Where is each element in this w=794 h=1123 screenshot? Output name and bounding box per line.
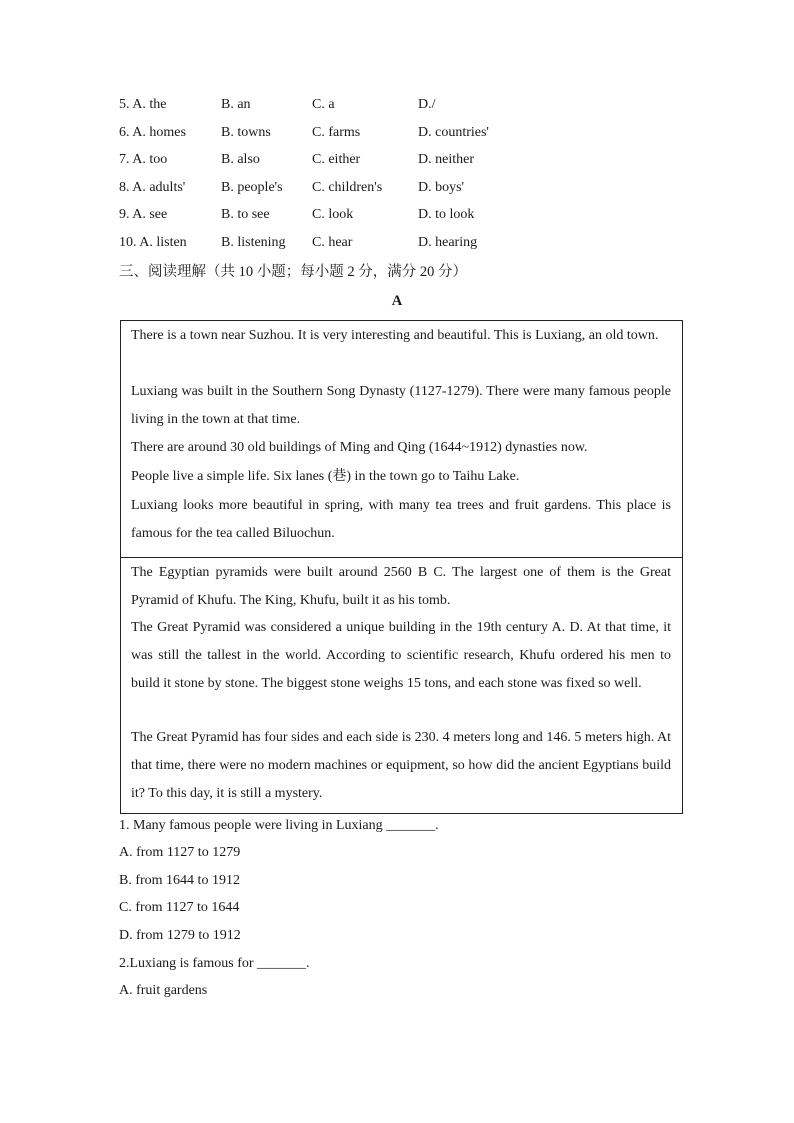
passage-label: A bbox=[391, 293, 403, 309]
option-d: D. countries' bbox=[418, 125, 489, 140]
option-d: D. neither bbox=[418, 152, 474, 167]
option-b: B. also bbox=[221, 152, 260, 167]
passage-divider bbox=[121, 557, 682, 558]
question-2-option-a: A. fruit gardens bbox=[119, 983, 208, 998]
option-b: B. to see bbox=[221, 207, 270, 222]
option-a: 9. A. see bbox=[119, 207, 168, 222]
question-1-option-a: A. from 1127 to 1279 bbox=[119, 845, 241, 860]
option-d: D. to look bbox=[418, 207, 475, 222]
option-a: 5. A. the bbox=[119, 97, 167, 112]
option-a: 6. A. homes bbox=[119, 125, 186, 140]
question-1: 1. Many famous people were living in Luxiang _______. bbox=[119, 818, 439, 833]
passage2-p3: The Great Pyramid has four sides and each side is 230. 4 meters long and 146. 5 meters high. At that time, there were no modern machines or equipment, so how did the ancient Egyptians build it? To this day, it is still a mystery. bbox=[131, 730, 671, 801]
option-b: B. listening bbox=[221, 235, 286, 250]
question-2: 2.Luxiang is famous for _______. bbox=[119, 956, 310, 971]
question-1-option-d: D. from 1279 to 1912 bbox=[119, 928, 241, 943]
option-b: B. an bbox=[221, 97, 251, 112]
passage1-p1: There is a town near Suzhou. It is very interesting and beautiful. This is Luxiang, an old town. bbox=[131, 328, 659, 343]
option-c: C. a bbox=[312, 97, 335, 112]
passage1-p5: Luxiang looks more beautiful in spring, with many tea trees and fruit gardens. This place is famous for the tea called Biluochun. bbox=[131, 498, 671, 541]
option-c: C. children's bbox=[312, 180, 383, 195]
section-title: 三、阅读理解（共 10 小题；每小题 2 分，满分 20 分） bbox=[119, 264, 467, 280]
passage2-p1: The Egyptian pyramids were built around 2560 B C. The largest one of them is the Great Pyramid of Khufu. The King, Khufu, built it as his tomb. bbox=[131, 565, 671, 608]
question-1-option-b: B. from 1644 to 1912 bbox=[119, 873, 240, 888]
option-d: D./ bbox=[418, 97, 436, 112]
option-c: C. farms bbox=[312, 125, 361, 140]
option-c: C. either bbox=[312, 152, 361, 167]
passage2-p2: The Great Pyramid was considered a unique building in the 19th century A. D. At that time, it was still the tallest in the world. According to scientific research, Khufu ordered his men to build it stone by stone. The biggest stone weighs 15 tons, and each stone was fixed so well. bbox=[131, 620, 671, 691]
option-b: B. towns bbox=[221, 125, 271, 140]
question-1-option-c: C. from 1127 to 1644 bbox=[119, 900, 240, 915]
passage1-p2: Luxiang was built in the Southern Song Dynasty (1127-1279). There were many famous people living in the town at that time. bbox=[131, 384, 671, 427]
option-d: D. boys' bbox=[418, 180, 465, 195]
passage1-p3: There are around 30 old buildings of Ming and Qing (1644~1912) dynasties now. bbox=[131, 440, 588, 455]
option-d: D. hearing bbox=[418, 235, 478, 250]
option-a: 10. A. listen bbox=[119, 235, 187, 250]
option-a: 8. A. adults' bbox=[119, 180, 186, 195]
option-c: C. look bbox=[312, 207, 354, 222]
passage-box bbox=[120, 320, 683, 814]
option-a: 7. A. too bbox=[119, 152, 168, 167]
option-c: C. hear bbox=[312, 235, 353, 250]
option-b: B. people's bbox=[221, 180, 283, 195]
passage1-p4: People live a simple life. Six lanes (巷) in the town go to Taihu Lake. bbox=[131, 469, 520, 484]
